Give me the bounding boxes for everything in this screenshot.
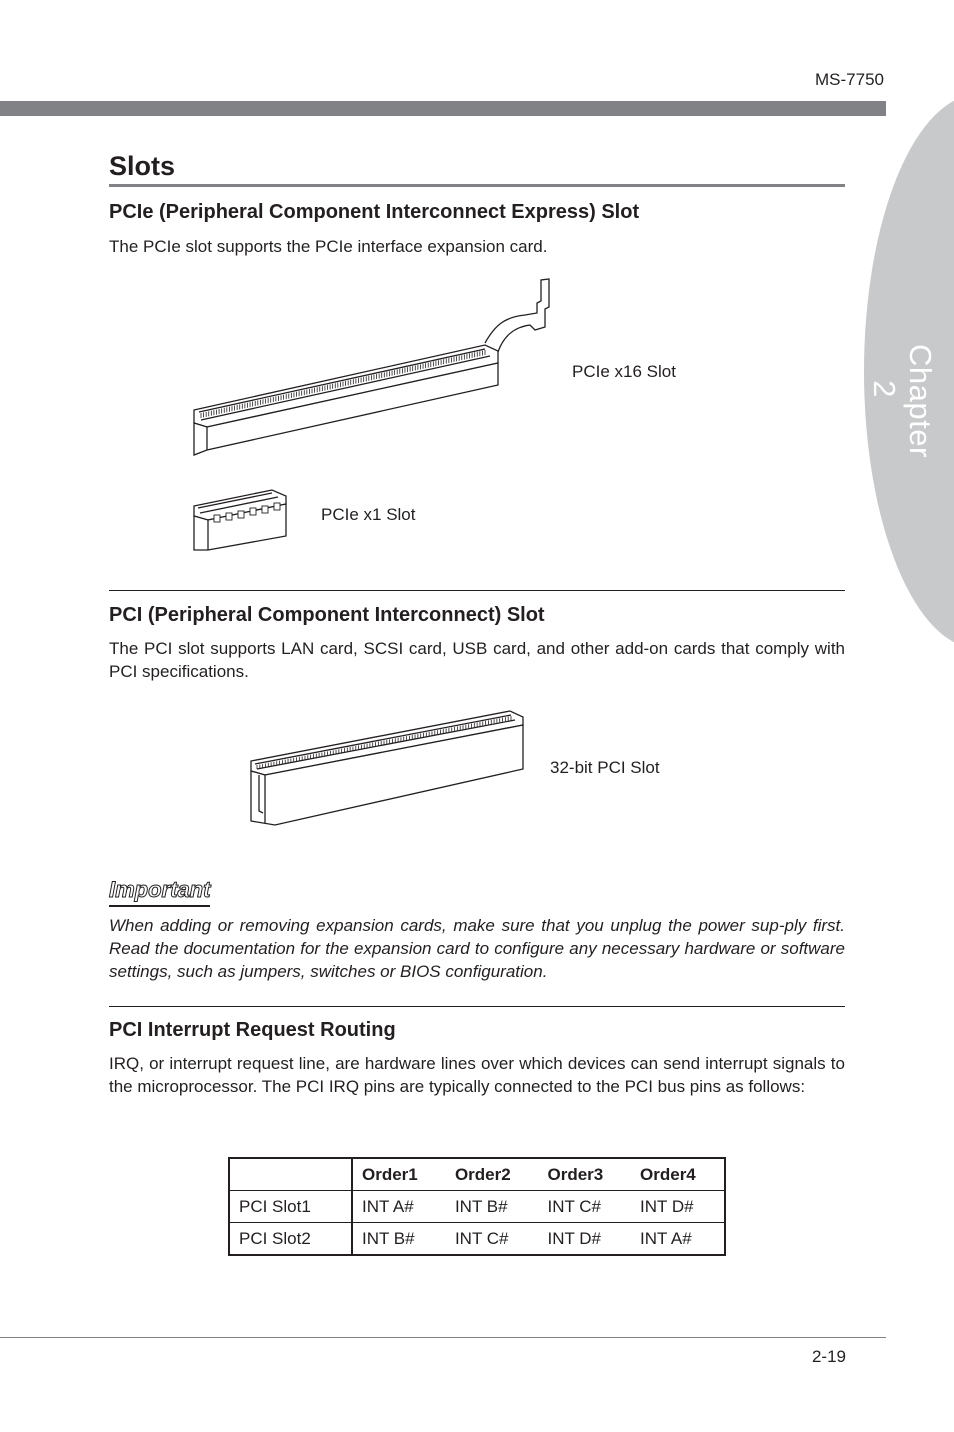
chapter-tab-label: Chapter 2: [867, 344, 938, 458]
pci-description: The PCI slot supports LAN card, SCSI card, USB card, and other add-on cards that comply with PCI specifications.: [109, 639, 845, 681]
pci-slot-label: 32-bit PCI Slot: [550, 758, 660, 777]
table-cell: INT A#: [352, 1191, 446, 1223]
irq-description: IRQ, or interrupt request line, are hardware lines over which devices can send interrupt signals to the microprocessor. The PCI IRQ pins are typically connected to the PCI bus pins as follows:: [109, 1054, 845, 1096]
section-divider: [109, 1006, 845, 1007]
footer-rule: [0, 1337, 886, 1338]
table-cell: INT D#: [547, 1228, 602, 1248]
table-cell: INT B#: [362, 1228, 415, 1248]
table-row: [229, 1191, 725, 1223]
irq-heading: PCI Interrupt Request Routing: [109, 1019, 396, 1041]
important-note: When adding or removing expansion cards, make sure that you unplug the power sup-ply first. Read the documentation for the expansion card to configure any necessary hardware or software settings, such as jumpers, switches or BIOS configuration.: [109, 916, 845, 981]
title-rule: [109, 184, 845, 187]
pci-32bit-slot-illustration: [245, 705, 535, 835]
pcie-description: The PCIe slot supports the PCIe interface expansion card.: [109, 237, 548, 256]
header-bar: [0, 101, 886, 116]
table-cell: INT C#: [538, 1191, 631, 1223]
important-title: Important: [109, 876, 210, 907]
pcie-heading: PCIe (Peripheral Component Interconnect Express) Slot: [109, 201, 640, 223]
table-cell: INT B#: [446, 1191, 539, 1223]
table-header-row: [229, 1158, 725, 1191]
table-header-cell: [229, 1158, 352, 1191]
page-number: 2-19: [811, 1347, 846, 1366]
table-cell: PCI Slot1: [229, 1191, 352, 1223]
pcie-x16-slot-illustration: [185, 275, 565, 465]
pcie-x1-label: PCIe x1 Slot: [321, 505, 416, 524]
page-title: Slots: [109, 151, 176, 181]
table-cell: INT A#: [640, 1228, 692, 1248]
pcie-x1-slot-illustration: [190, 486, 300, 556]
table-row: [229, 1223, 725, 1256]
table-header-cell: Order2: [446, 1158, 539, 1191]
table-cell: INT D#: [631, 1191, 725, 1223]
pci-heading: PCI (Peripheral Component Interconnect) Slot: [109, 604, 545, 626]
table-header-cell: Order4: [631, 1158, 725, 1191]
table-header-cell: Order1: [352, 1158, 446, 1191]
table-header-cell: Order3: [538, 1158, 631, 1191]
table-cell: PCI Slot2: [229, 1223, 352, 1256]
irq-routing-table: [228, 1157, 726, 1256]
pcie-x16-label: PCIe x16 Slot: [572, 362, 676, 381]
table-cell: INT C#: [454, 1228, 509, 1248]
section-divider: [109, 590, 845, 591]
model-number: MS-7750: [815, 70, 884, 89]
